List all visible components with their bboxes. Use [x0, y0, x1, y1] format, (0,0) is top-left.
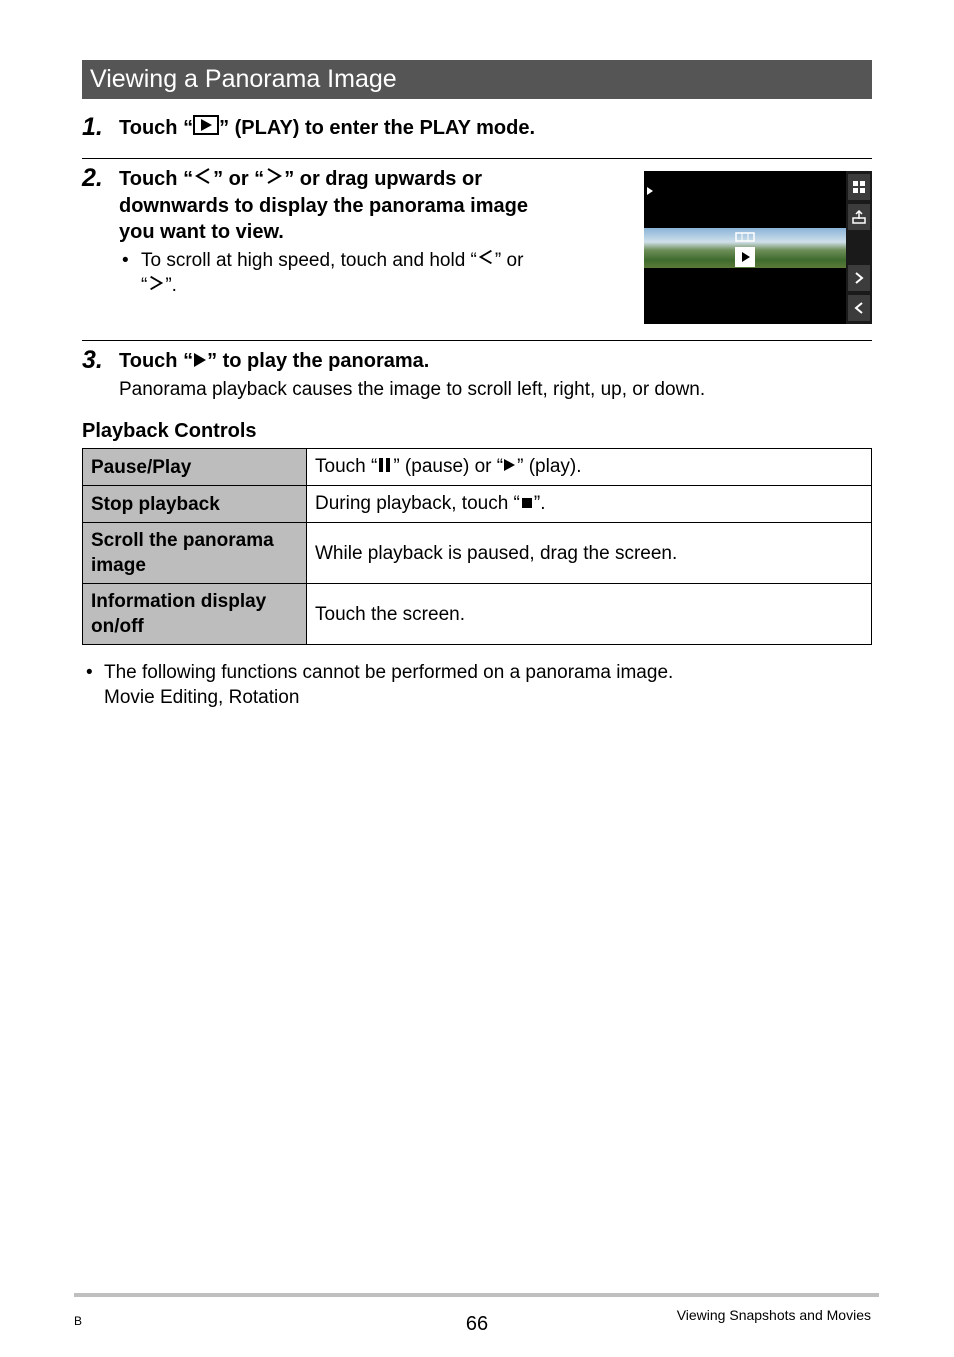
- stop-icon: [520, 492, 534, 517]
- table-row: [83, 486, 872, 523]
- section-title: Viewing a Panorama Image: [82, 60, 872, 99]
- footer-rule: [74, 1293, 879, 1297]
- step-2-line1-a: Touch “: [119, 168, 194, 190]
- playback-controls-table: [82, 448, 872, 645]
- controls-heading: Playback Controls: [82, 420, 257, 442]
- step-3-text: [119, 348, 429, 375]
- step-2-text: [119, 166, 619, 245]
- desc-mid: ” (pause) or “: [393, 456, 504, 478]
- step-2-line3: you want to view.: [119, 221, 284, 244]
- desc-post: ”.: [533, 493, 546, 515]
- panorama-play-icon: [735, 247, 755, 267]
- label-line-1: Information display: [91, 591, 267, 612]
- step-2-note: [141, 248, 611, 299]
- page-number: 66: [465, 1313, 489, 1335]
- step-2-line1-b: ” or “: [213, 168, 265, 190]
- step-3-description: Panorama playback causes the image to scroll left, right, up, or down.: [119, 379, 706, 400]
- control-label: Stop playback: [83, 486, 307, 523]
- play-mode-icon: [193, 115, 219, 142]
- chevron-left-icon: [193, 166, 213, 193]
- step-2-number: 2.: [82, 164, 103, 192]
- table-row: [83, 584, 872, 645]
- step-2-line1-c: ” or drag upwards or: [284, 168, 482, 190]
- label-line-1: Scroll the panorama: [91, 530, 274, 551]
- label-line-2: image: [91, 555, 146, 576]
- chevron-right-icon: [264, 166, 284, 193]
- note-line-1: The following functions cannot be performed on a panorama image.: [104, 662, 674, 683]
- chevron-left-icon: [477, 248, 495, 273]
- step-1-text: [119, 115, 535, 142]
- previous-icon: [848, 295, 870, 321]
- panorama-icon: [735, 230, 755, 248]
- control-label: [83, 584, 307, 645]
- step-1-pre: Touch “: [119, 117, 194, 139]
- side-panel: [846, 171, 872, 324]
- control-description: [307, 486, 872, 523]
- control-label: Pause/Play: [83, 449, 307, 486]
- camera-screen-illustration: [644, 171, 872, 324]
- footer-code: B: [74, 1314, 83, 1328]
- share-icon: [848, 204, 870, 230]
- control-description: Touch the screen.: [307, 584, 872, 645]
- note-line-2: Movie Editing, Rotation: [104, 687, 300, 708]
- step-2-line2: downwards to display the panorama image: [119, 195, 528, 218]
- chevron-right-icon: [147, 274, 165, 299]
- label-line-2: on/off: [91, 616, 144, 637]
- table-row: [83, 523, 872, 584]
- step-3-post: ” to play the panorama.: [207, 350, 430, 372]
- table-row: [83, 449, 872, 486]
- footer-chapter: Viewing Snapshots and Movies: [676, 1307, 871, 1323]
- step-3-number: 3.: [82, 346, 103, 374]
- play-indicator-icon: [647, 182, 653, 200]
- step-1-post: ” (PLAY) to enter the PLAY mode.: [219, 117, 536, 139]
- grid-icon: [848, 174, 870, 200]
- step-1-number: 1.: [82, 113, 103, 141]
- desc-post: ” (play).: [517, 456, 582, 478]
- divider: [82, 340, 872, 341]
- desc-pre: During playback, touch “: [315, 493, 520, 515]
- step-2-note-d: ”.: [165, 275, 177, 297]
- play-icon: [193, 349, 207, 375]
- control-description: While playback is paused, drag the screen.: [307, 523, 872, 584]
- control-label: [83, 523, 307, 584]
- step-3-pre: Touch “: [119, 350, 194, 372]
- desc-pre: Touch “: [315, 456, 378, 478]
- step-2-note-c: “: [141, 275, 148, 297]
- step-2-note-b: ” or: [494, 250, 524, 271]
- control-description: [307, 449, 872, 486]
- note-bullet: •: [86, 662, 93, 683]
- next-icon: [848, 265, 870, 291]
- step-2-note-a: To scroll at high speed, touch and hold “: [141, 250, 477, 271]
- play-icon: [503, 455, 517, 480]
- step-2-bullet: •: [122, 250, 129, 271]
- divider: [82, 158, 872, 159]
- pause-icon: [377, 455, 393, 480]
